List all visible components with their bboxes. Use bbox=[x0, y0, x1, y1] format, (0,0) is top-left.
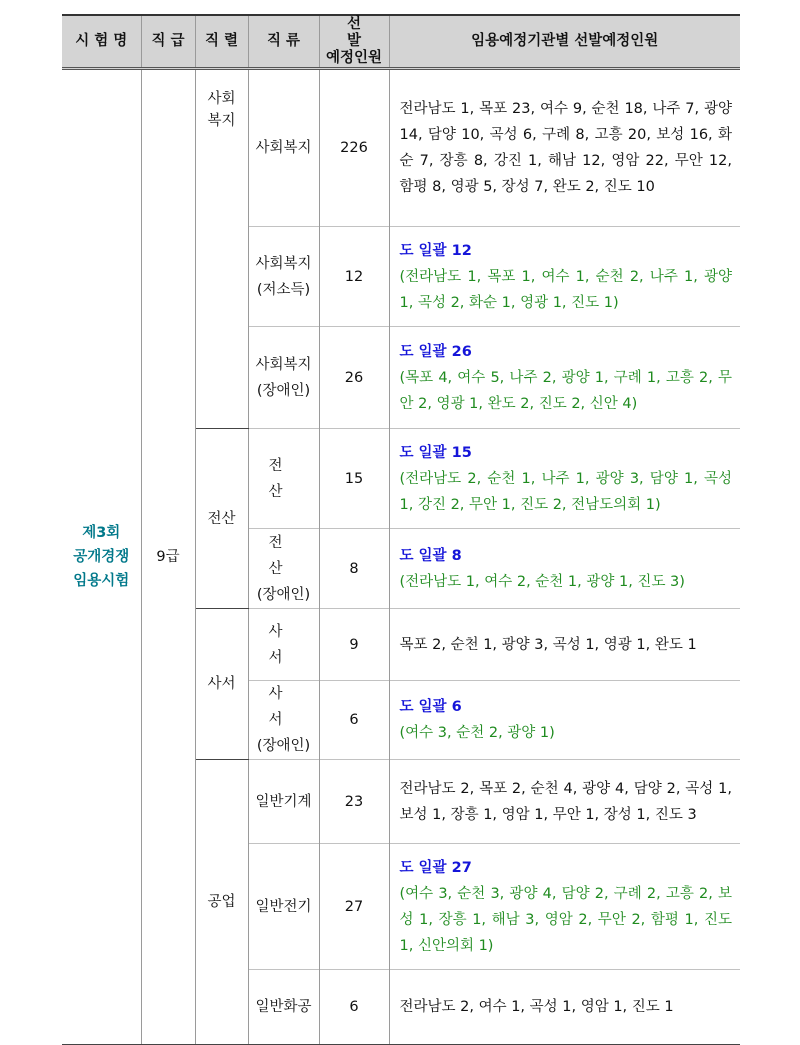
category-name: 일반화공 bbox=[255, 999, 312, 1015]
category-name: 사 서 bbox=[268, 686, 299, 728]
distribution-text: (전라남도 1, 여수 2, 순천 1, 광양 1, 진도 3) bbox=[399, 573, 685, 590]
lump-label: 도 일괄 27 bbox=[399, 859, 472, 876]
distribution-cell bbox=[389, 760, 740, 844]
exam-name-line1: 제3회 bbox=[82, 525, 121, 541]
lump-label: 도 일괄 12 bbox=[399, 242, 472, 259]
category-name: 사회복지 bbox=[255, 255, 312, 272]
distribution-cell bbox=[389, 227, 740, 327]
lump-label: 도 일괄 15 bbox=[399, 444, 472, 461]
category-name: 일반전기 bbox=[255, 898, 312, 915]
count-cell: 23 bbox=[319, 760, 389, 844]
distribution-cell bbox=[389, 681, 740, 760]
series-cell-computing: 전산 bbox=[195, 429, 248, 609]
distribution-cell bbox=[389, 69, 740, 227]
category-name: 전 산 bbox=[268, 457, 299, 500]
distribution-cell bbox=[389, 327, 740, 429]
header-series: 직 렬 bbox=[195, 15, 248, 69]
table-row bbox=[62, 69, 740, 227]
count-cell: 8 bbox=[319, 529, 389, 609]
distribution-text: (목포 4, 여수 5, 나주 2, 광양 1, 구례 1, 고흥 2, 무안 2, 영광 1, 완도 2, 진도 2, 신안 4) bbox=[399, 369, 732, 412]
category-cell bbox=[248, 327, 319, 429]
category-name: 일반기계 bbox=[255, 793, 312, 810]
series-welfare-line2: 복지 bbox=[207, 113, 236, 129]
series-welfare-line1: 사회 bbox=[207, 91, 236, 107]
lump-label: 도 일괄 8 bbox=[399, 547, 462, 564]
header-exam-name: 시 험 명 bbox=[62, 15, 141, 69]
category-subtype: (장애인) bbox=[256, 738, 311, 754]
distribution-cell bbox=[389, 429, 740, 529]
series-cell-welfare bbox=[195, 69, 248, 429]
count-cell: 26 bbox=[319, 327, 389, 429]
category-cell bbox=[248, 844, 319, 970]
category-name: 사회복지 bbox=[255, 140, 312, 156]
category-cell bbox=[248, 970, 319, 1045]
recruitment-table bbox=[62, 14, 740, 1045]
count-cell: 15 bbox=[319, 429, 389, 529]
header-category: 직 류 bbox=[248, 15, 319, 69]
header-selection-count-line2: 예정인원 bbox=[325, 50, 383, 66]
count-cell: 6 bbox=[319, 970, 389, 1045]
series-cell-industrial: 공업 bbox=[195, 760, 248, 1045]
distribution-text: 목포 2, 순천 1, 광양 3, 곡성 1, 영광 1, 완도 1 bbox=[399, 636, 697, 653]
exam-name-line2: 공개경쟁 bbox=[73, 549, 130, 565]
header-grade: 직 급 bbox=[141, 15, 195, 69]
header-distribution: 임용예정기관별 선발예정인원 bbox=[389, 15, 740, 69]
category-cell bbox=[248, 429, 319, 529]
category-cell bbox=[248, 227, 319, 327]
header-selection-count-line1: 선 발 bbox=[346, 16, 373, 49]
distribution-text: (전라남도 1, 목포 1, 여수 1, 순천 2, 나주 1, 광양 1, 곡성 2, 화순 1, 영광 1, 진도 1) bbox=[399, 268, 732, 311]
exam-name-cell bbox=[62, 69, 141, 1045]
category-name: 사회복지 bbox=[255, 356, 312, 373]
exam-name-line3: 임용시험 bbox=[73, 573, 130, 589]
category-cell bbox=[248, 681, 319, 760]
category-cell bbox=[248, 609, 319, 681]
distribution-text: 전라남도 2, 목포 2, 순천 4, 광양 4, 담양 2, 곡성 1, 보성 1, 장흥 1, 영암 1, 무안 1, 장성 1, 진도 3 bbox=[399, 780, 732, 823]
category-cell bbox=[248, 69, 319, 227]
table-header-row bbox=[62, 15, 740, 69]
distribution-text: (여수 3, 순천 2, 광양 1) bbox=[399, 725, 555, 741]
category-subtype: (저소득) bbox=[256, 281, 311, 298]
category-subtype: (장애인) bbox=[256, 382, 311, 399]
distribution-text: 전라남도 1, 목포 23, 여수 9, 순천 18, 나주 7, 광양 14, 담양 10, 곡성 6, 구례 8, 고흥 20, 보성 16, 화순 7, 장흥 8, 강진 1, 해남 12, 영암 22, 무안 12, 함평 8, 영광 5, 장성 7, 완도 2, 진도 10 bbox=[399, 101, 732, 195]
lump-label: 도 일괄 26 bbox=[399, 343, 472, 360]
category-subtype: (장애인) bbox=[256, 586, 311, 603]
count-cell: 27 bbox=[319, 844, 389, 970]
count-cell: 12 bbox=[319, 227, 389, 327]
count-cell: 6 bbox=[319, 681, 389, 760]
distribution-text: (전라남도 2, 순천 1, 나주 1, 광양 3, 담양 1, 곡성 1, 강진 2, 무안 1, 진도 2, 전남도의회 1) bbox=[399, 470, 732, 513]
header-selection-count bbox=[319, 15, 389, 69]
series-cell-librarian: 사서 bbox=[195, 609, 248, 760]
lump-label: 도 일괄 6 bbox=[399, 699, 462, 715]
category-cell bbox=[248, 760, 319, 844]
distribution-text: (여수 3, 순천 3, 광양 4, 담양 2, 구례 2, 고흥 2, 보성 1, 장흥 1, 해남 3, 영암 2, 무안 2, 함평 1, 진도 1, 신안의회 1) bbox=[399, 885, 732, 954]
distribution-cell bbox=[389, 529, 740, 609]
distribution-cell bbox=[389, 970, 740, 1045]
distribution-cell bbox=[389, 844, 740, 970]
distribution-cell bbox=[389, 609, 740, 681]
count-cell: 226 bbox=[319, 69, 389, 227]
category-name: 사 서 bbox=[268, 623, 299, 666]
category-name: 전 산 bbox=[268, 534, 299, 577]
grade-cell: 9급 bbox=[141, 69, 195, 1045]
category-cell bbox=[248, 529, 319, 609]
distribution-text: 전라남도 2, 여수 1, 곡성 1, 영암 1, 진도 1 bbox=[399, 999, 674, 1015]
count-cell: 9 bbox=[319, 609, 389, 681]
